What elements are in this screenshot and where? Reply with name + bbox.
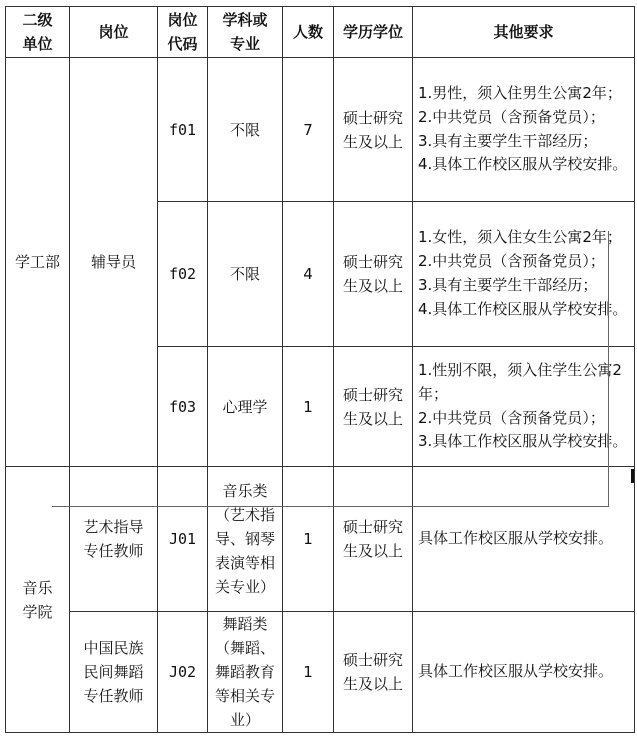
unit-cell: 学工部 [6,58,70,467]
header-other: 其他要求 [413,7,635,58]
table-row [6,58,635,202]
requirements-cell: 具体工作校区服从学校安排。 [413,467,635,612]
requirements-cell: 具体工作校区服从学校安排。 [413,612,635,733]
header-subject: 学科或 专业 [208,7,283,58]
table-row [6,612,635,733]
degree-cell: 硕士研究 生及以上 [334,612,413,733]
count-cell: 1 [283,347,334,467]
degree-cell: 硕士研究 生及以上 [334,58,413,202]
code-cell: J01 [158,467,208,612]
count-cell: 1 [283,612,334,733]
subject-cell: 心理学 [208,347,283,467]
subject-cell: 音乐类（艺术指导、钢琴表演等相关专业） [208,467,283,612]
table-row [6,467,635,612]
post-cell: 中国民族 民间舞蹈 专任教师 [70,612,158,733]
text-cursor-mark [631,469,634,483]
code-cell: f03 [158,347,208,467]
requirements-cell: 1.女性，须入住女生公寓2年；2.中共党员（含预备党员）； 3.具有主要学生干部经历； 4.具体工作校区服从学校安排。 [413,202,635,347]
degree-cell: 硕士研究 生及以上 [334,347,413,467]
header-post: 岗位 [70,7,158,58]
code-cell: f01 [158,58,208,202]
header-count: 人数 [283,7,334,58]
header-row [6,7,635,58]
recruitment-table [5,6,635,733]
text-frame-border-bottom [52,506,609,507]
text-frame-border-right [608,231,609,507]
header-unit: 二级 单位 [6,7,70,58]
code-cell: J02 [158,612,208,733]
header-degree: 学历学位 [334,7,413,58]
subject-cell: 舞蹈类（舞蹈、舞蹈教育等相关专业） [208,612,283,733]
degree-cell: 硕士研究 生及以上 [334,202,413,347]
requirements-cell: 1.性别不限，须入住学生公寓2年； 2.中共党员（含预备党员）； 3.具体工作校区服从学校安排。 [413,347,635,467]
post-cell: 艺术指导 专任教师 [70,467,158,612]
count-cell: 7 [283,58,334,202]
header-code: 岗位 代码 [158,7,208,58]
subject-cell: 不限 [208,202,283,347]
count-cell: 4 [283,202,334,347]
subject-cell: 不限 [208,58,283,202]
requirements-cell: 1.男性，须入住男生公寓2年；2.中共党员（含预备党员）； 3.具有主要学生干部经历； 4.具体工作校区服从学校安排。 [413,58,635,202]
degree-cell: 硕士研究 生及以上 [334,467,413,612]
unit-cell: 音乐 学院 [6,467,70,733]
code-cell: f02 [158,202,208,347]
count-cell: 1 [283,467,334,612]
post-cell: 辅导员 [70,58,158,467]
